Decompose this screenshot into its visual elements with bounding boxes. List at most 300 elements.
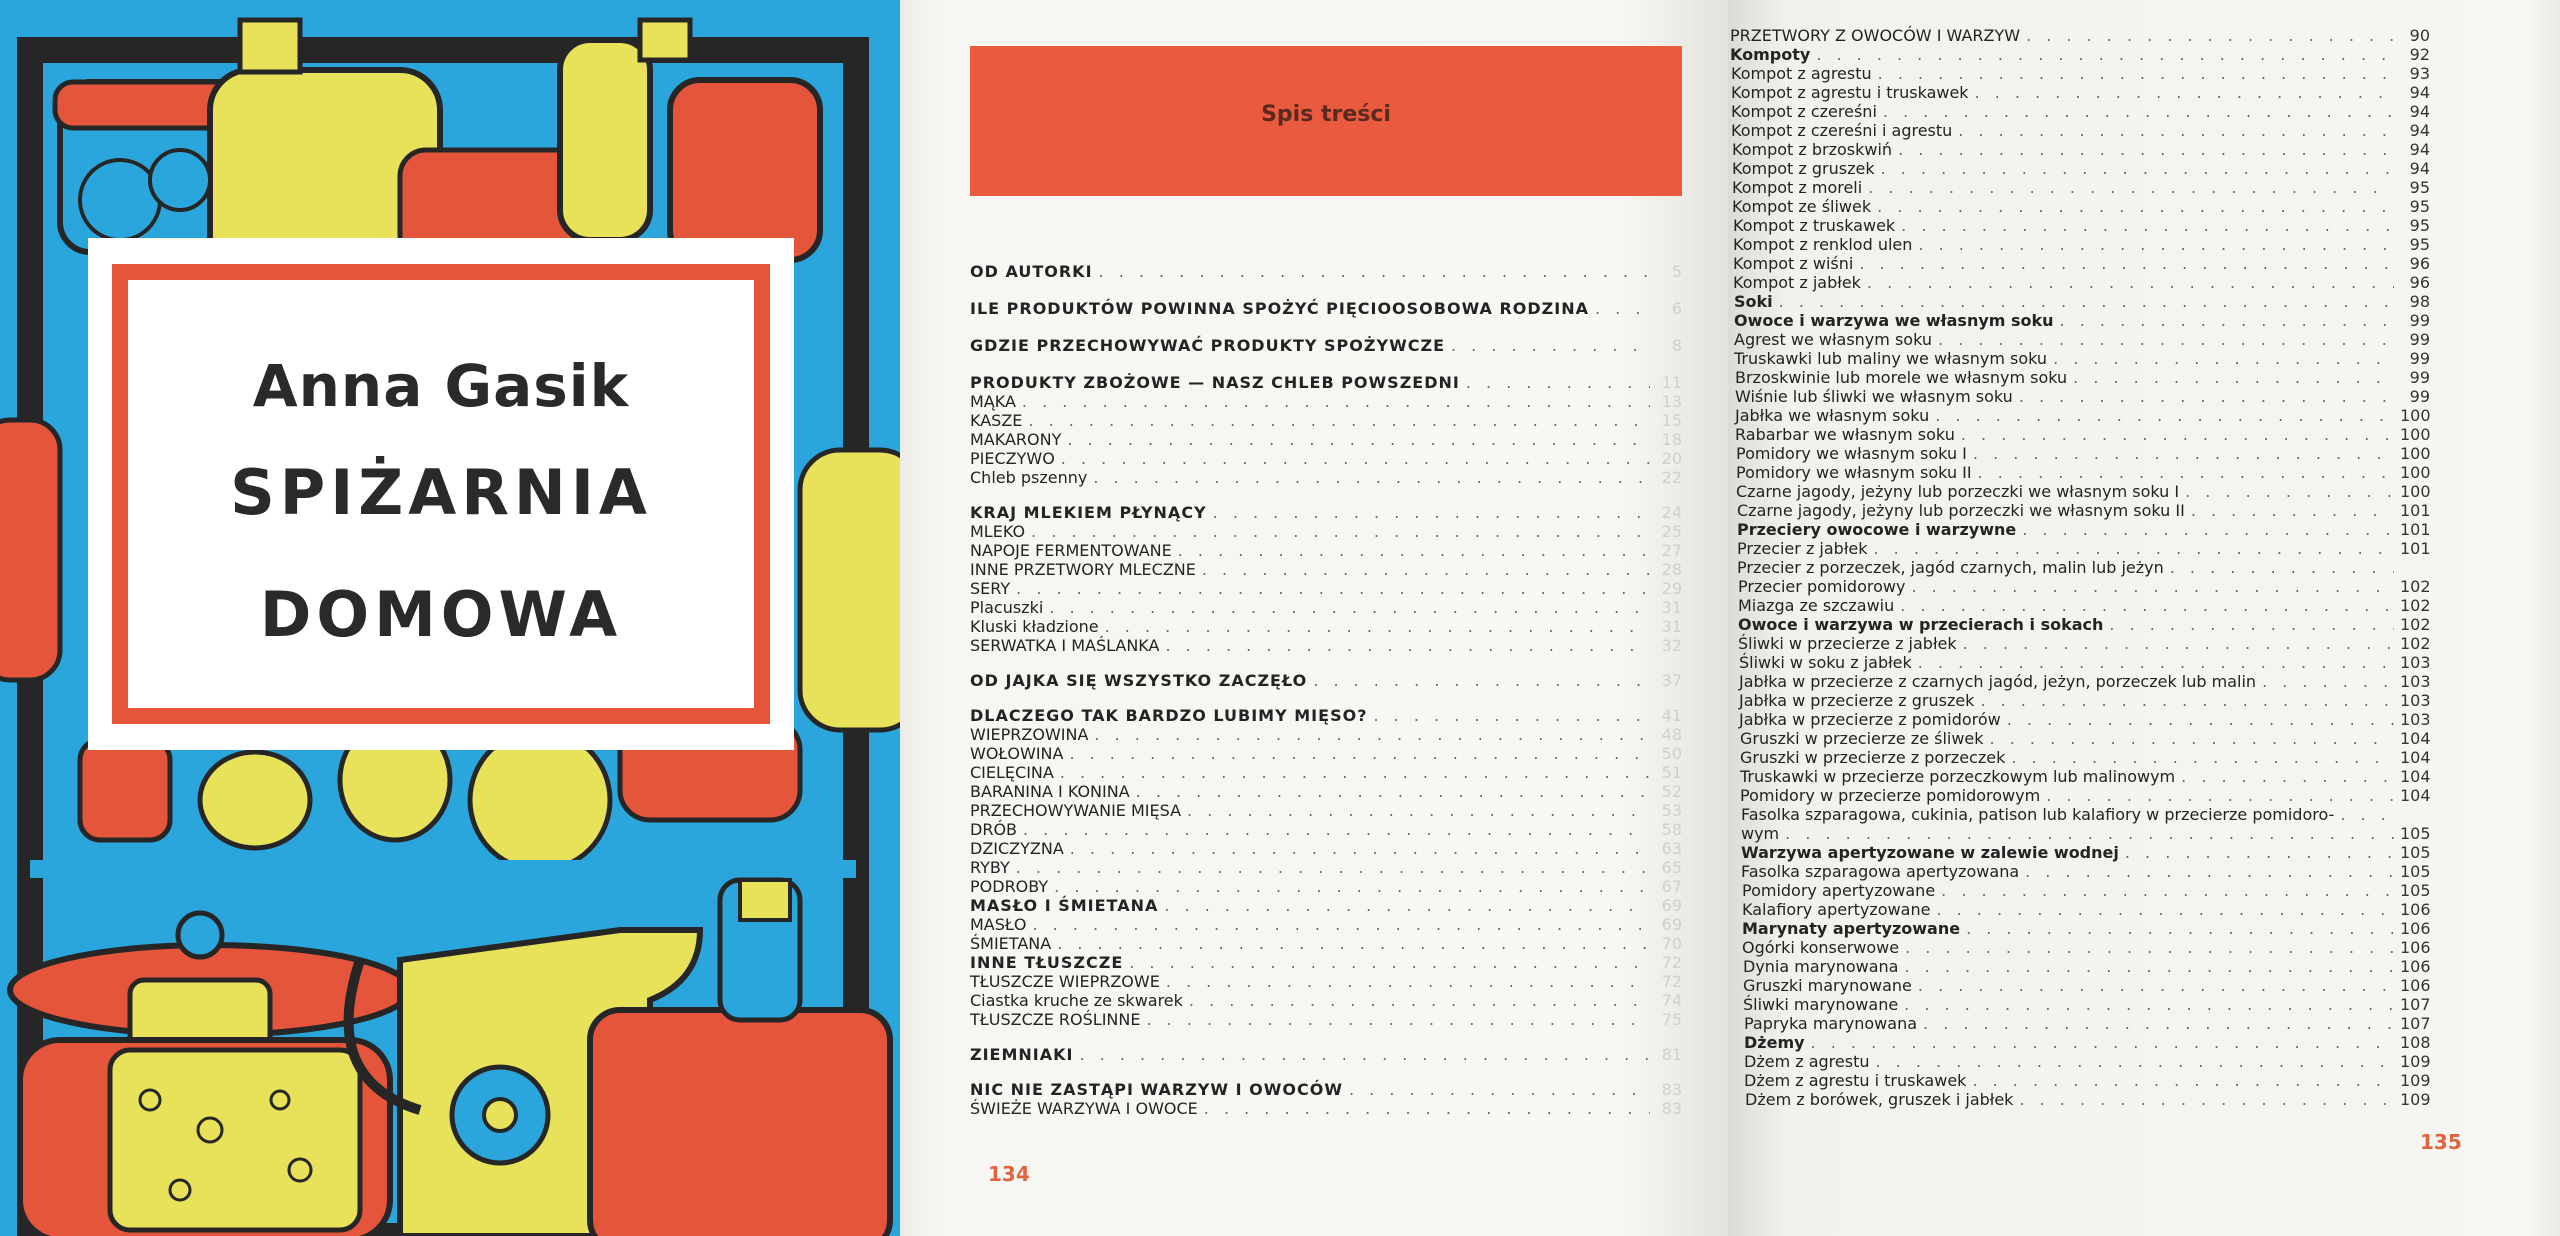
toc-entry-title: DZICZYZNA <box>970 839 1064 858</box>
toc-entry <box>1735 368 2430 387</box>
toc-dot-leader <box>1918 976 2394 995</box>
toc-entry-title: Marynaty apertyzowane <box>1742 919 1961 938</box>
toc-entry-page: 94 <box>2409 102 2430 121</box>
toc-entry-title: Przecier z jabłek <box>1737 539 1868 558</box>
toc-entry-title: Kompoty <box>1730 45 1811 64</box>
toc-entry-title: OD JAJKA SIĘ WSZYSTKO ZACZĘŁO <box>970 671 1308 690</box>
toc-entry <box>1732 197 2430 216</box>
toc-entry-title: Wiśnie lub śliwki we własnym soku <box>1735 387 2013 406</box>
toc-dot-leader <box>1935 406 2394 425</box>
toc-dot-leader <box>1904 995 2394 1014</box>
toc-dot-leader <box>1877 197 2394 216</box>
toc-entry-page: 29 <box>1661 579 1682 598</box>
toc-entry-title: NAPOJE FERMENTOWANE <box>970 541 1172 560</box>
toc-dot-leader <box>1876 1052 2395 1071</box>
toc-entry <box>970 972 1682 991</box>
toc-entry <box>1733 254 2430 273</box>
toc-entry <box>1734 330 2430 349</box>
cover-author: Anna Gasik <box>252 352 630 420</box>
toc-entry-page: 37 <box>1661 671 1682 690</box>
toc-dot-leader <box>1905 938 2394 957</box>
toc-entry <box>970 896 1682 915</box>
toc-entry <box>970 617 1682 636</box>
toc-dot-leader <box>1451 336 1650 355</box>
toc-dot-leader <box>1213 503 1650 522</box>
toc-entry-page: 105 <box>2400 843 2431 862</box>
toc-entry-page: 74 <box>1661 991 1682 1010</box>
toc-entry-title: Dżem z agrestu <box>1744 1052 1870 1071</box>
toc-entry <box>1736 463 2430 482</box>
toc-entry <box>1741 843 2430 862</box>
toc-entry <box>1732 140 2430 159</box>
toc-entry-page: 5 <box>1671 262 1682 281</box>
toc-entry-page: 107 <box>2400 1014 2431 1033</box>
toc-entry-page: 50 <box>1661 744 1682 763</box>
toc-entry-page: 90 <box>2409 26 2430 45</box>
toc-dot-leader <box>1859 254 2394 273</box>
toc-dot-leader <box>1918 235 2394 254</box>
toc-entry-title: Rabarbar we własnym soku <box>1735 425 1955 444</box>
toc-entry <box>1730 26 2430 45</box>
toc-entry-page: 70 <box>1661 934 1682 953</box>
toc-entry-page: 101 <box>2400 520 2431 539</box>
toc-entry <box>970 541 1682 560</box>
toc-entry-title: Truskawki lub maliny we własnym soku <box>1734 349 2048 368</box>
toc-entry <box>1731 121 2430 140</box>
toc-entry-title: Przecier z porzeczek, jagód czarnych, malin lub jeżyn <box>1737 558 2164 577</box>
toc-entry <box>1734 292 2430 311</box>
toc-dot-leader <box>1972 1071 2394 1090</box>
toc-entry-title: Dżem z borówek, gruszek i jabłek <box>1745 1090 2014 1109</box>
toc-entry-title: Kompot z agrestu <box>1731 64 1872 83</box>
toc-heading: Spis treści <box>1261 102 1391 127</box>
toc-entry-page: 67 <box>1661 877 1682 896</box>
toc-entry-title: Soki <box>1734 292 1773 311</box>
toc-dot-leader <box>1816 45 2394 64</box>
toc-entry-page: 96 <box>2409 273 2430 292</box>
toc-entry-page: 109 <box>2400 1052 2431 1071</box>
toc-entry-page: 24 <box>1661 503 1682 522</box>
toc-entry-title: Fasolka szparagowa, cukinia, patison lub kalafiory w przecierze pomidoro- <box>1741 805 2335 824</box>
toc-entry-title: Gruszki w przecierze z porzeczek <box>1740 748 2006 767</box>
toc-entry-page: 102 <box>2400 615 2431 634</box>
toc-entry <box>970 392 1682 411</box>
toc-entry <box>970 1010 1682 1029</box>
toc-entry-title: DRÓB <box>970 820 1018 839</box>
toc-entry <box>1741 805 2430 824</box>
toc-dot-leader <box>1129 953 1650 972</box>
toc-dot-leader <box>1166 972 1650 991</box>
toc-entry <box>970 858 1682 877</box>
toc-entry-page: 102 <box>2400 634 2431 653</box>
toc-dot-leader <box>1028 411 1650 430</box>
toc-dot-leader <box>1165 636 1650 655</box>
toc-entry-title: WIEPRZOWINA <box>970 725 1089 744</box>
toc-dot-leader <box>2185 482 2394 501</box>
toc-entry-title: Pomidory we własnym soku I <box>1736 444 1967 463</box>
toc-entry <box>970 579 1682 598</box>
toc-entry <box>1733 216 2430 235</box>
toc-entry-page: 81 <box>1661 1045 1682 1064</box>
toc-entry-page: 53 <box>1661 801 1682 820</box>
toc-entry-title: Kompot z jabłek <box>1733 273 1861 292</box>
toc-entry <box>970 411 1682 430</box>
toc-dot-leader <box>1961 425 2394 444</box>
toc-entry-page: 101 <box>2400 501 2431 520</box>
toc-entry <box>1741 862 2430 881</box>
toc-entry-page: 99 <box>2409 349 2430 368</box>
toc-entry-page: 102 <box>2400 577 2431 596</box>
toc-entry-page: 65 <box>1661 858 1682 877</box>
toc-entry <box>1738 577 2430 596</box>
toc-entry-page: 95 <box>2409 178 2430 197</box>
toc-entry-page: 92 <box>2409 45 2430 64</box>
toc-entry-title: Dżemy <box>1744 1033 1805 1052</box>
toc-entry-title: Kluski kładzione <box>970 617 1099 636</box>
toc-entry <box>1736 444 2430 463</box>
toc-entry-page: 94 <box>2409 83 2430 102</box>
toc-entry <box>1743 995 2430 1014</box>
toc-entry <box>970 801 1682 820</box>
toc-entry-title: Jabłka w przecierze z czarnych jagód, jeżyn, porzeczek lub malin <box>1739 672 2257 691</box>
toc-entry-page: 106 <box>2400 900 2431 919</box>
toc-entry-title: ILE PRODUKTÓW POWINNA SPOŻYĆ PIĘCIOOSOBOWA RODZINA <box>970 299 1589 318</box>
toc-left-list <box>900 0 1728 1236</box>
toc-entry-page: 109 <box>2400 1090 2431 1109</box>
toc-dot-leader <box>1466 373 1650 392</box>
toc-dot-leader <box>2170 558 2394 577</box>
toc-entry-page: 11 <box>1661 373 1682 392</box>
toc-entry <box>1739 672 2430 691</box>
toc-entry-page: 94 <box>2409 140 2430 159</box>
toc-entry-title: OD AUTORKI <box>970 262 1093 281</box>
toc-dot-leader <box>1883 102 2394 121</box>
toc-entry-title: Dynia marynowana <box>1743 957 1899 976</box>
toc-entry <box>970 744 1682 763</box>
toc-entry-title: PODROBY <box>970 877 1049 896</box>
toc-entry-title: Przeciery owocowe i warzywne <box>1737 520 2017 539</box>
toc-dot-leader <box>2060 311 2394 330</box>
toc-entry-page: 109 <box>2400 1071 2431 1090</box>
toc-entry-title: INNE PRZETWORY MLECZNE <box>970 560 1196 579</box>
toc-entry-title: DLACZEGO TAK BARDZO LUBIMY MIĘSO? <box>970 706 1368 725</box>
toc-entry <box>970 953 1682 972</box>
toc-dot-leader <box>1023 820 1650 839</box>
toc-entry-title: Śliwki marynowane <box>1743 995 1899 1014</box>
toc-entry <box>1743 976 2430 995</box>
toc-entry-page: 15 <box>1661 411 1682 430</box>
toc-dot-leader <box>1878 64 2394 83</box>
toc-dot-leader <box>1094 725 1650 744</box>
toc-dot-leader <box>1936 900 2394 919</box>
toc-entry-title: Placuszki <box>970 598 1044 617</box>
toc-entry-page: 95 <box>2409 197 2430 216</box>
toc-entry-title: Jabłka w przecierze z gruszek <box>1739 691 1975 710</box>
toc-entry-title: Kompot z czereśni i agrestu <box>1731 121 1953 140</box>
toc-entry-page: 69 <box>1661 915 1682 934</box>
toc-entry <box>970 449 1682 468</box>
toc-dot-leader <box>1923 1014 2394 1033</box>
toc-entry-title: Pomidory apertyzowane <box>1742 881 1936 900</box>
toc-dot-leader <box>2262 672 2394 691</box>
toc-entry-page: 104 <box>2400 729 2431 748</box>
toc-dot-leader <box>2125 843 2394 862</box>
toc-dot-leader <box>1067 430 1650 449</box>
toc-dot-leader <box>1941 881 2394 900</box>
toc-entry-title: PIECZYWO <box>970 449 1055 468</box>
toc-entry-title: TŁUSZCZE WIEPRZOWE <box>970 972 1160 991</box>
toc-entry-title: MAKARONY <box>970 430 1062 449</box>
toc-dot-leader <box>1204 1099 1650 1118</box>
toc-dot-leader <box>1975 83 2394 102</box>
toc-entry <box>1741 824 2430 843</box>
toc-entry <box>1735 425 2430 444</box>
toc-entry <box>1744 1071 2430 1090</box>
toc-entry-page: 20 <box>1661 449 1682 468</box>
toc-entry-title: Owoce i warzywa we własnym soku <box>1734 311 2054 330</box>
toc-entry-page: 18 <box>1661 430 1682 449</box>
toc-entry-page: 28 <box>1661 560 1682 579</box>
toc-dot-leader <box>1779 292 2394 311</box>
toc-entry-page: 102 <box>2400 596 2431 615</box>
toc-entry-page: 31 <box>1661 598 1682 617</box>
cover-title-line1: SPIŻARNIA <box>230 456 652 529</box>
toc-dot-leader <box>1070 839 1650 858</box>
toc-entry-page: 103 <box>2400 672 2431 691</box>
toc-entry-title: Ogórki konserwowe <box>1742 938 1900 957</box>
toc-dot-leader <box>1785 824 2394 843</box>
toc-entry-page: 98 <box>2409 292 2430 311</box>
toc-entry-page: 41 <box>1661 706 1682 725</box>
toc-dot-leader <box>1061 449 1650 468</box>
toc-entry-title: Gruszki w przecierze ze śliwek <box>1740 729 1984 748</box>
toc-entry-page: 100 <box>2400 463 2431 482</box>
toc-dot-leader <box>1973 444 2394 463</box>
toc-entry <box>970 782 1682 801</box>
toc-entry-title: Kompot z moreli <box>1732 178 1863 197</box>
toc-dot-leader <box>1980 691 2394 710</box>
toc-entry <box>1739 710 2430 729</box>
toc-entry-page: 99 <box>2409 368 2430 387</box>
cover-title-line2: DOMOWA <box>259 578 623 651</box>
toc-entry-title: Miazga ze szczawiu <box>1738 596 1895 615</box>
toc-entry <box>1736 482 2430 501</box>
toc-entry <box>1737 520 2430 539</box>
toc-entry-page: 27 <box>1661 541 1682 560</box>
toc-entry-page: 94 <box>2409 159 2430 178</box>
toc-dot-leader <box>2073 368 2394 387</box>
toc-entry <box>1738 596 2430 615</box>
toc-entry <box>970 934 1682 953</box>
toc-entry-title: Fasolka szparagowa apertyzowana <box>1741 862 2020 881</box>
toc-dot-leader <box>2019 1090 2394 1109</box>
toc-entry-page: 93 <box>2409 64 2430 83</box>
toc-entry-title: BARANINA I KONINA <box>970 782 1130 801</box>
toc-dot-leader <box>2053 349 2394 368</box>
toc-entry-title: Chleb pszenny <box>970 468 1088 487</box>
toc-entry <box>1739 653 2430 672</box>
toc-entry-title: Kalafiory apertyzowane <box>1742 900 1931 919</box>
toc-entry-page: 107 <box>2400 995 2431 1014</box>
toc-entry <box>1735 387 2430 406</box>
toc-entry-page: 99 <box>2409 330 2430 349</box>
toc-entry-title: Śliwki w przecierze z jabłek <box>1738 634 1957 653</box>
toc-entry-title: Agrest we własnym soku <box>1734 330 1932 349</box>
toc-entry-page: 48 <box>1661 725 1682 744</box>
toc-dot-leader <box>1900 596 2394 615</box>
toc-dot-leader <box>2026 26 2394 45</box>
toc-dot-leader <box>1868 178 2394 197</box>
toc-entry <box>970 839 1682 858</box>
toc-entry <box>1734 349 2430 368</box>
toc-entry-page: 13 <box>1661 392 1682 411</box>
toc-dot-leader <box>1811 1033 2394 1052</box>
toc-entry-title: MLEKO <box>970 522 1026 541</box>
toc-entry <box>1734 311 2430 330</box>
toc-dot-leader <box>1060 763 1650 782</box>
toc-dot-leader <box>2011 748 2394 767</box>
toc-entry <box>1740 767 2430 786</box>
toc-entry-page: 105 <box>2400 824 2431 843</box>
toc-entry-title: KRAJ MLEKIEM PŁYNĄCY <box>970 503 1207 522</box>
toc-entry <box>970 299 1682 318</box>
toc-dot-leader <box>1873 539 2394 558</box>
toc-entry-title: ŚMIETANA <box>970 934 1052 953</box>
toc-entry <box>970 725 1682 744</box>
toc-entry-page: 104 <box>2400 786 2431 805</box>
toc-dot-leader <box>1958 121 2394 140</box>
toc-entry <box>1733 235 2430 254</box>
book-cover <box>0 0 900 1236</box>
toc-entry <box>970 1080 1682 1099</box>
toc-entry <box>1733 273 2430 292</box>
toc-dot-leader <box>1079 1045 1650 1064</box>
toc-entry-page: 104 <box>2400 767 2431 786</box>
toc-entry-title: Pomidory we własnym soku II <box>1736 463 1972 482</box>
toc-entry <box>970 503 1682 522</box>
toc-entry-title: INNE TŁUSZCZE <box>970 953 1124 972</box>
toc-dot-leader <box>1069 744 1650 763</box>
toc-entry <box>1740 729 2430 748</box>
toc-entry <box>970 598 1682 617</box>
toc-dot-leader <box>1033 915 1651 934</box>
toc-entry-title: Kompot z wiśni <box>1733 254 1854 273</box>
toc-entry-title: RYBY <box>970 858 1010 877</box>
toc-right-list <box>1728 0 2560 1236</box>
toc-entry-page: 101 <box>2400 539 2431 558</box>
toc-entry-page: 52 <box>1661 782 1682 801</box>
toc-entry <box>970 262 1682 281</box>
toc-entry-page: 100 <box>2400 406 2431 425</box>
page-number-right: 135 <box>2420 1130 2462 1154</box>
toc-dot-leader <box>1349 1080 1650 1099</box>
toc-dot-leader <box>1881 159 2394 178</box>
toc-entry <box>970 820 1682 839</box>
toc-entry-page: 108 <box>2400 1033 2431 1052</box>
toc-entry-title: WOŁOWINA <box>970 744 1064 763</box>
toc-entry <box>1737 501 2430 520</box>
toc-entry-title: Brzoskwinie lub morele we własnym soku <box>1735 368 2068 387</box>
toc-entry-title: Ciastka kruche ze skwarek <box>970 991 1183 1010</box>
toc-dot-leader <box>1966 919 2394 938</box>
toc-dot-leader <box>1901 216 2394 235</box>
toc-entry-page: 83 <box>1661 1099 1682 1118</box>
toc-entry <box>970 1045 1682 1064</box>
toc-entry-title: Jabłka we własnym soku <box>1735 406 1930 425</box>
toc-entry-title: TŁUSZCZE ROŚLINNE <box>970 1010 1141 1029</box>
toc-entry-title: NIC NIE ZASTĄPI WARZYW I OWOCÓW <box>970 1080 1343 1099</box>
toc-entry <box>1731 64 2430 83</box>
toc-entry-page: 100 <box>2400 482 2431 501</box>
toc-entry <box>970 560 1682 579</box>
cover-title-frame <box>112 264 770 724</box>
toc-entry-title: CIELĘCINA <box>970 763 1054 782</box>
toc-entry-page: 63 <box>1661 839 1682 858</box>
toc-dot-leader <box>2025 862 2394 881</box>
toc-entry <box>1738 634 2430 653</box>
toc-entry-title: PRZECHOWYWANIE MIĘSA <box>970 801 1182 820</box>
toc-entry-page: 94 <box>2409 121 2430 140</box>
toc-dot-leader <box>2181 767 2394 786</box>
toc-entry-page: 75 <box>1661 1010 1682 1029</box>
toc-entry-title: Czarne jagody, jeżyny lub porzeczki we własnym soku II <box>1737 501 2185 520</box>
toc-entry <box>970 1099 1682 1118</box>
toc-entry-page: 100 <box>2400 425 2431 444</box>
toc-dot-leader <box>1911 577 2394 596</box>
toc-dot-leader <box>1016 858 1650 877</box>
toc-entry <box>1739 691 2430 710</box>
toc-entry-page: 96 <box>2409 254 2430 273</box>
toc-entry <box>970 636 1682 655</box>
toc-entry-page: 51 <box>1661 763 1682 782</box>
toc-entry-title: Śliwki w soku z jabłek <box>1739 653 1912 672</box>
toc-entry <box>1737 539 2430 558</box>
toc-entry-page: 106 <box>2400 919 2431 938</box>
toc-entry-title: MASŁO I ŚMIETANA <box>970 896 1159 915</box>
toc-entry-title: SERWATKA I MAŚLANKA <box>970 636 1160 655</box>
toc-entry-title: GDZIE PRZECHOWYWAĆ PRODUKTY SPOŻYWCZE <box>970 336 1445 355</box>
toc-dot-leader <box>1990 729 2394 748</box>
toc-entry <box>1740 786 2430 805</box>
page-number-left: 134 <box>988 1162 1030 1186</box>
toc-dot-leader <box>1963 634 2394 653</box>
toc-entry <box>970 991 1682 1010</box>
toc-dot-leader <box>1867 273 2394 292</box>
toc-entry <box>1745 1090 2430 1109</box>
toc-entry-page: 58 <box>1661 820 1682 839</box>
toc-entry <box>970 671 1682 690</box>
toc-dot-leader <box>1904 957 2394 976</box>
toc-entry-page: 8 <box>1671 336 1682 355</box>
toc-dot-leader <box>1136 782 1650 801</box>
toc-entry-page: 22 <box>1661 468 1682 487</box>
toc-entry <box>1744 1052 2430 1071</box>
toc-entry-page: 95 <box>2409 216 2430 235</box>
toc-entry <box>1735 406 2430 425</box>
toc-entry <box>1732 178 2430 197</box>
toc-entry-title: SERY <box>970 579 1011 598</box>
toc-entry-title: Kompot ze śliwek <box>1732 197 1872 216</box>
toc-entry-page: 72 <box>1661 953 1682 972</box>
toc-dot-leader <box>1049 598 1650 617</box>
toc-entry <box>1738 615 2430 634</box>
toc-entry-title: Owoce i warzywa w przecierach i sokach <box>1738 615 2104 634</box>
toc-dot-leader <box>2022 520 2394 539</box>
toc-entry-page: 25 <box>1661 522 1682 541</box>
toc-entry <box>1742 881 2430 900</box>
toc-entry-title: Czarne jagody, jeżyny lub porzeczki we własnym soku I <box>1736 482 2180 501</box>
toc-entry-title: Kompot z agrestu i truskawek <box>1731 83 1969 102</box>
